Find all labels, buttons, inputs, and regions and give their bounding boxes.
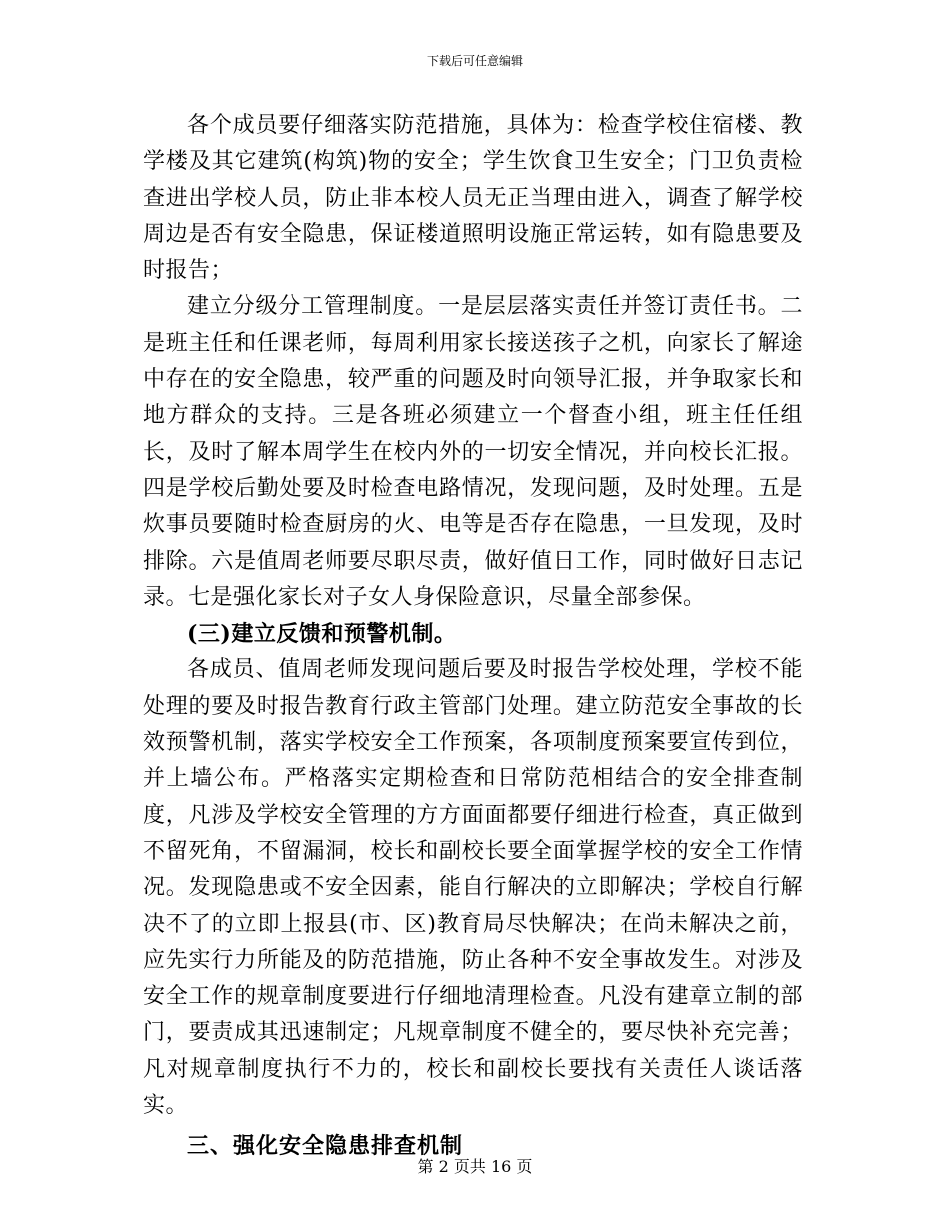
paragraph-safety-measures: 各个成员要仔细落实防范措施，具体为：检查学校住宿楼、教学楼及其它建筑(构筑)物的安全；学生饮食卫生安全；门卫负责检查进出学校人员，防止非本校人员无正当理由进入，调查了解学校周边是否有安全隐患，保证楼道照明设施正常运转，如有隐患要及时报告； — [143, 113, 803, 284]
paragraph-management-system: 建立分级分工管理制度。一是层层落实责任并签订责任书。二是班主任和任课老师，每周利用家长接送孩子之机，向家长了解途中存在的安全隐患，较严重的问题及时向领导汇报，并争取家长和地方群众的支持。三是各班必须建立一个督查小组，班主任任组长，及时了解本周学生在校内外的一切安全情况，并向校长汇报。四是学校后勤处要及时检查电路情况，发现问题，及时处理。五是炊事员要随时检查厨房的火、电等是否存在隐患，一旦发现，及时排除。六是值周老师要尽职尽责，做好值日工作，同时做好日志记录。七是强化家长对子女人身保险意识，尽量全部参保。 — [143, 294, 803, 610]
page-header-note: 下载后可任意编辑 — [426, 54, 523, 68]
subheading-feedback-warning: (三)建立反馈和预警机制。 — [187, 621, 457, 648]
document-body — [143, 108, 803, 1165]
paragraph-feedback-warning: 各成员、值周老师发现问题后要及时报告学校处理，学校不能处理的要及时报告教育行政主管部门处理。建立防范安全事故的长效预警机制，落实学校安全工作预案，各项制度预案要宣传到位，并上墙公布。严格落实定期检查和日常防范相结合的安全排查制度，凡涉及学校安全管理的方方面面都要仔细进行检查，真正做到不留死角，不留漏洞，校长和副校长要全面掌握学校的安全工作情况。发现隐患或不安全因素，能自行解决的立即解决；学校自行解决不了的立即上报县(市、区)教育局尽快解决；在尚未解决之前，应先实行力所能及的防范措施，防止各种不安全事故发生。对涉及安全工作的规章制度要进行仔细地清理检查。凡没有建章立制的部门，要责成其迅速制定；凡规章制度不健全的，要尽快补充完善；凡对规章制度执行不力的，校长和副校长要找有关责任人谈话落实。 — [143, 657, 803, 1119]
page-number: 第 2 页共 16 页 — [417, 1157, 533, 1176]
section-heading-hazard-inspection: 三、强化安全隐患排查机制 — [187, 1133, 464, 1160]
